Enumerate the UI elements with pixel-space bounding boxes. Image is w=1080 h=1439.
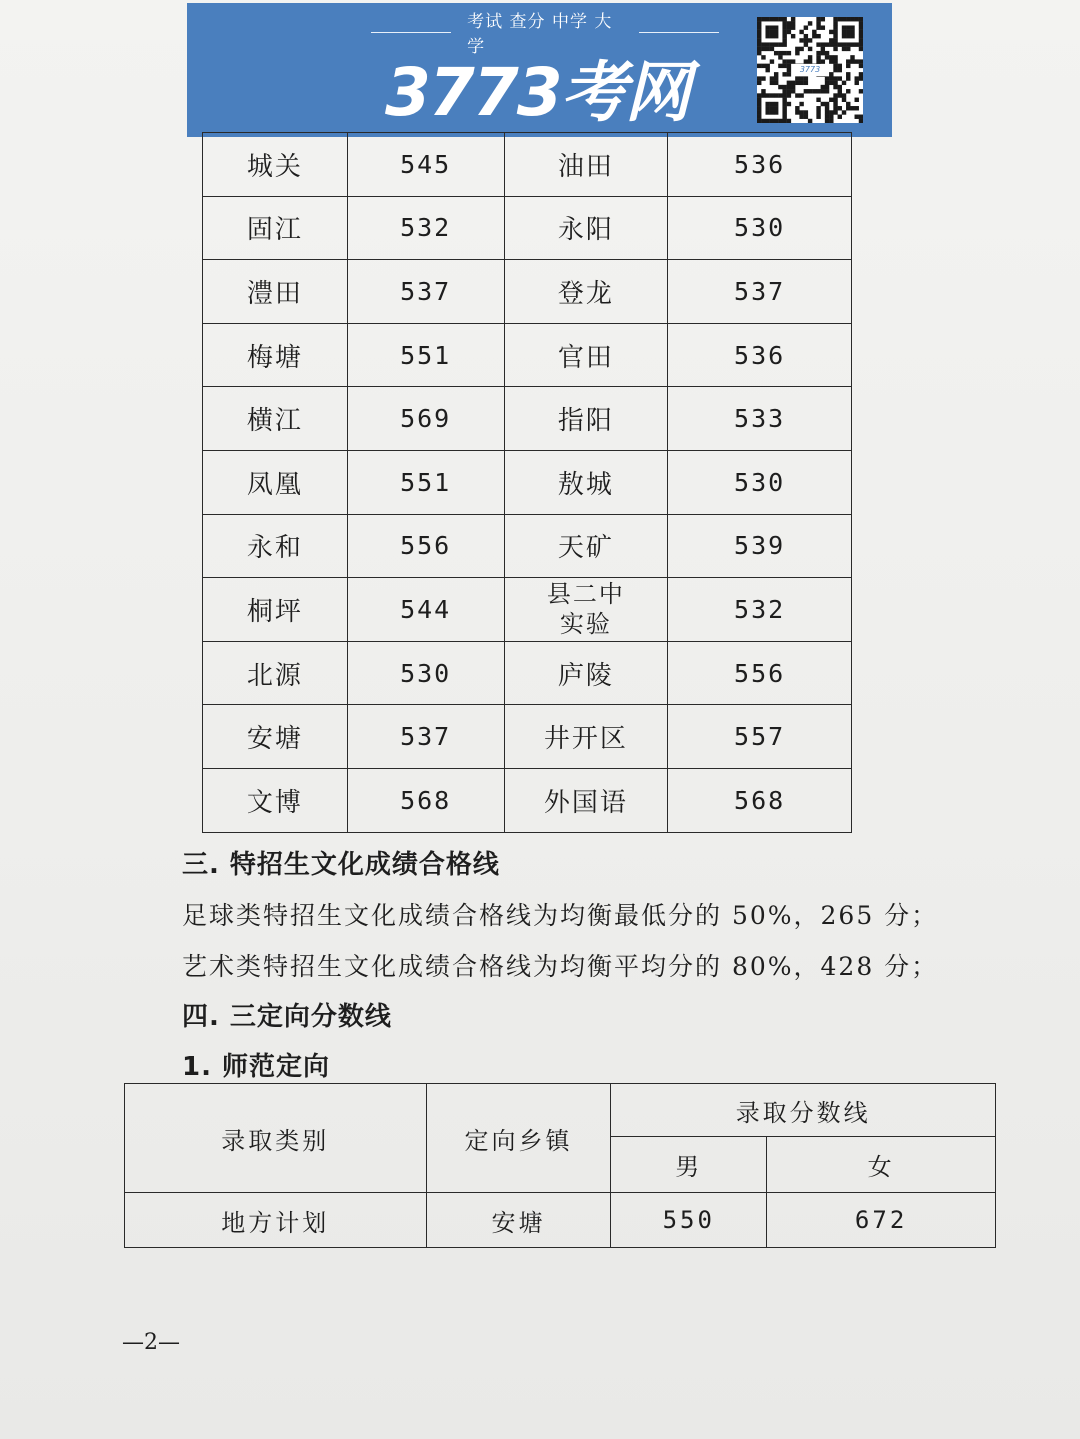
cell-town: 安塘 (426, 1193, 611, 1248)
table-row (203, 196, 852, 260)
score-cell: 537 (347, 705, 504, 769)
table-row (203, 705, 852, 769)
score-table (202, 132, 852, 833)
school-name-cell: 永阳 (504, 196, 668, 260)
school-name-cell: 官田 (504, 323, 668, 387)
header-female: 女 (767, 1137, 996, 1193)
page-number: —2— (122, 1330, 180, 1355)
table-row (203, 260, 852, 324)
school-name-cell: 油田 (504, 133, 668, 197)
score-cell: 536 (668, 323, 852, 387)
school-name-cell: 庐陵 (504, 641, 668, 705)
school-name-cell: 梅塘 (203, 323, 348, 387)
school-name-cell: 文博 (203, 768, 348, 832)
school-name-cell: 敖城 (504, 450, 668, 514)
banner-tagline: 考试 查分 中学 大学 (355, 17, 735, 47)
score-cell: 569 (347, 387, 504, 451)
section3-heading: 三. 特招生文化成绩合格线 (182, 850, 500, 880)
school-name-cell: 安塘 (203, 705, 348, 769)
score-cell: 556 (668, 641, 852, 705)
table-row (203, 323, 852, 387)
score-cell: 530 (668, 450, 852, 514)
score-cell: 536 (668, 133, 852, 197)
school-name-cell: 登龙 (504, 260, 668, 324)
school-name-cell: 澧田 (203, 260, 348, 324)
school-name-cell: 北源 (203, 641, 348, 705)
score-table-body (203, 133, 852, 833)
score-cell: 530 (347, 641, 504, 705)
section3-art-line: 艺术类特招生文化成绩合格线为均衡平均分的 80%，428 分； (182, 952, 939, 981)
score-cell: 568 (668, 768, 852, 832)
cell-category: 地方计划 (125, 1193, 427, 1248)
score-cell: 532 (668, 578, 852, 642)
school-name-cell: 城关 (203, 133, 348, 197)
site-banner[interactable] (187, 3, 892, 137)
school-name-cell: 固江 (203, 196, 348, 260)
score-cell: 551 (347, 450, 504, 514)
header-male: 男 (611, 1137, 767, 1193)
qr-label: 3773 (794, 64, 826, 76)
school-name-cell: 横江 (203, 387, 348, 451)
table-row (203, 768, 852, 832)
table-row (203, 387, 852, 451)
score-cell: 556 (347, 514, 504, 578)
qr-code-icon[interactable] (757, 17, 863, 123)
table-row (203, 578, 852, 642)
cell-male-score: 550 (611, 1193, 767, 1248)
score-cell: 537 (668, 260, 852, 324)
school-name-cell: 井开区 (504, 705, 668, 769)
score-cell: 568 (347, 768, 504, 832)
school-name-cell: 永和 (203, 514, 348, 578)
score-cell: 530 (668, 196, 852, 260)
section4-subheading: 1. 师范定向 (182, 1052, 331, 1082)
table-row (203, 514, 852, 578)
header-category: 录取类别 (125, 1084, 427, 1193)
school-name-cell: 县二中 实验 (504, 578, 668, 642)
score-cell: 532 (347, 196, 504, 260)
school-name-cell: 桐坪 (203, 578, 348, 642)
score-cell: 539 (668, 514, 852, 578)
header-score: 录取分数线 (611, 1084, 996, 1137)
school-name-cell: 天矿 (504, 514, 668, 578)
site-logo[interactable]: 3773考网 (385, 53, 689, 131)
school-name-cell: 指阳 (504, 387, 668, 451)
table-row (203, 450, 852, 514)
header-town: 定向乡镇 (426, 1084, 611, 1193)
section4-heading: 四. 三定向分数线 (182, 1002, 392, 1032)
table-row (203, 133, 852, 197)
cell-female-score: 672 (767, 1193, 996, 1248)
table-row (203, 641, 852, 705)
score-cell: 545 (347, 133, 504, 197)
score-cell: 533 (668, 387, 852, 451)
score-cell: 551 (347, 323, 504, 387)
normal-table (124, 1083, 996, 1248)
section3-football-line: 足球类特招生文化成绩合格线为均衡最低分的 50%，265 分； (182, 901, 939, 930)
score-cell: 544 (347, 578, 504, 642)
school-name-cell: 凤凰 (203, 450, 348, 514)
score-cell: 537 (347, 260, 504, 324)
score-cell: 557 (668, 705, 852, 769)
school-name-cell: 外国语 (504, 768, 668, 832)
